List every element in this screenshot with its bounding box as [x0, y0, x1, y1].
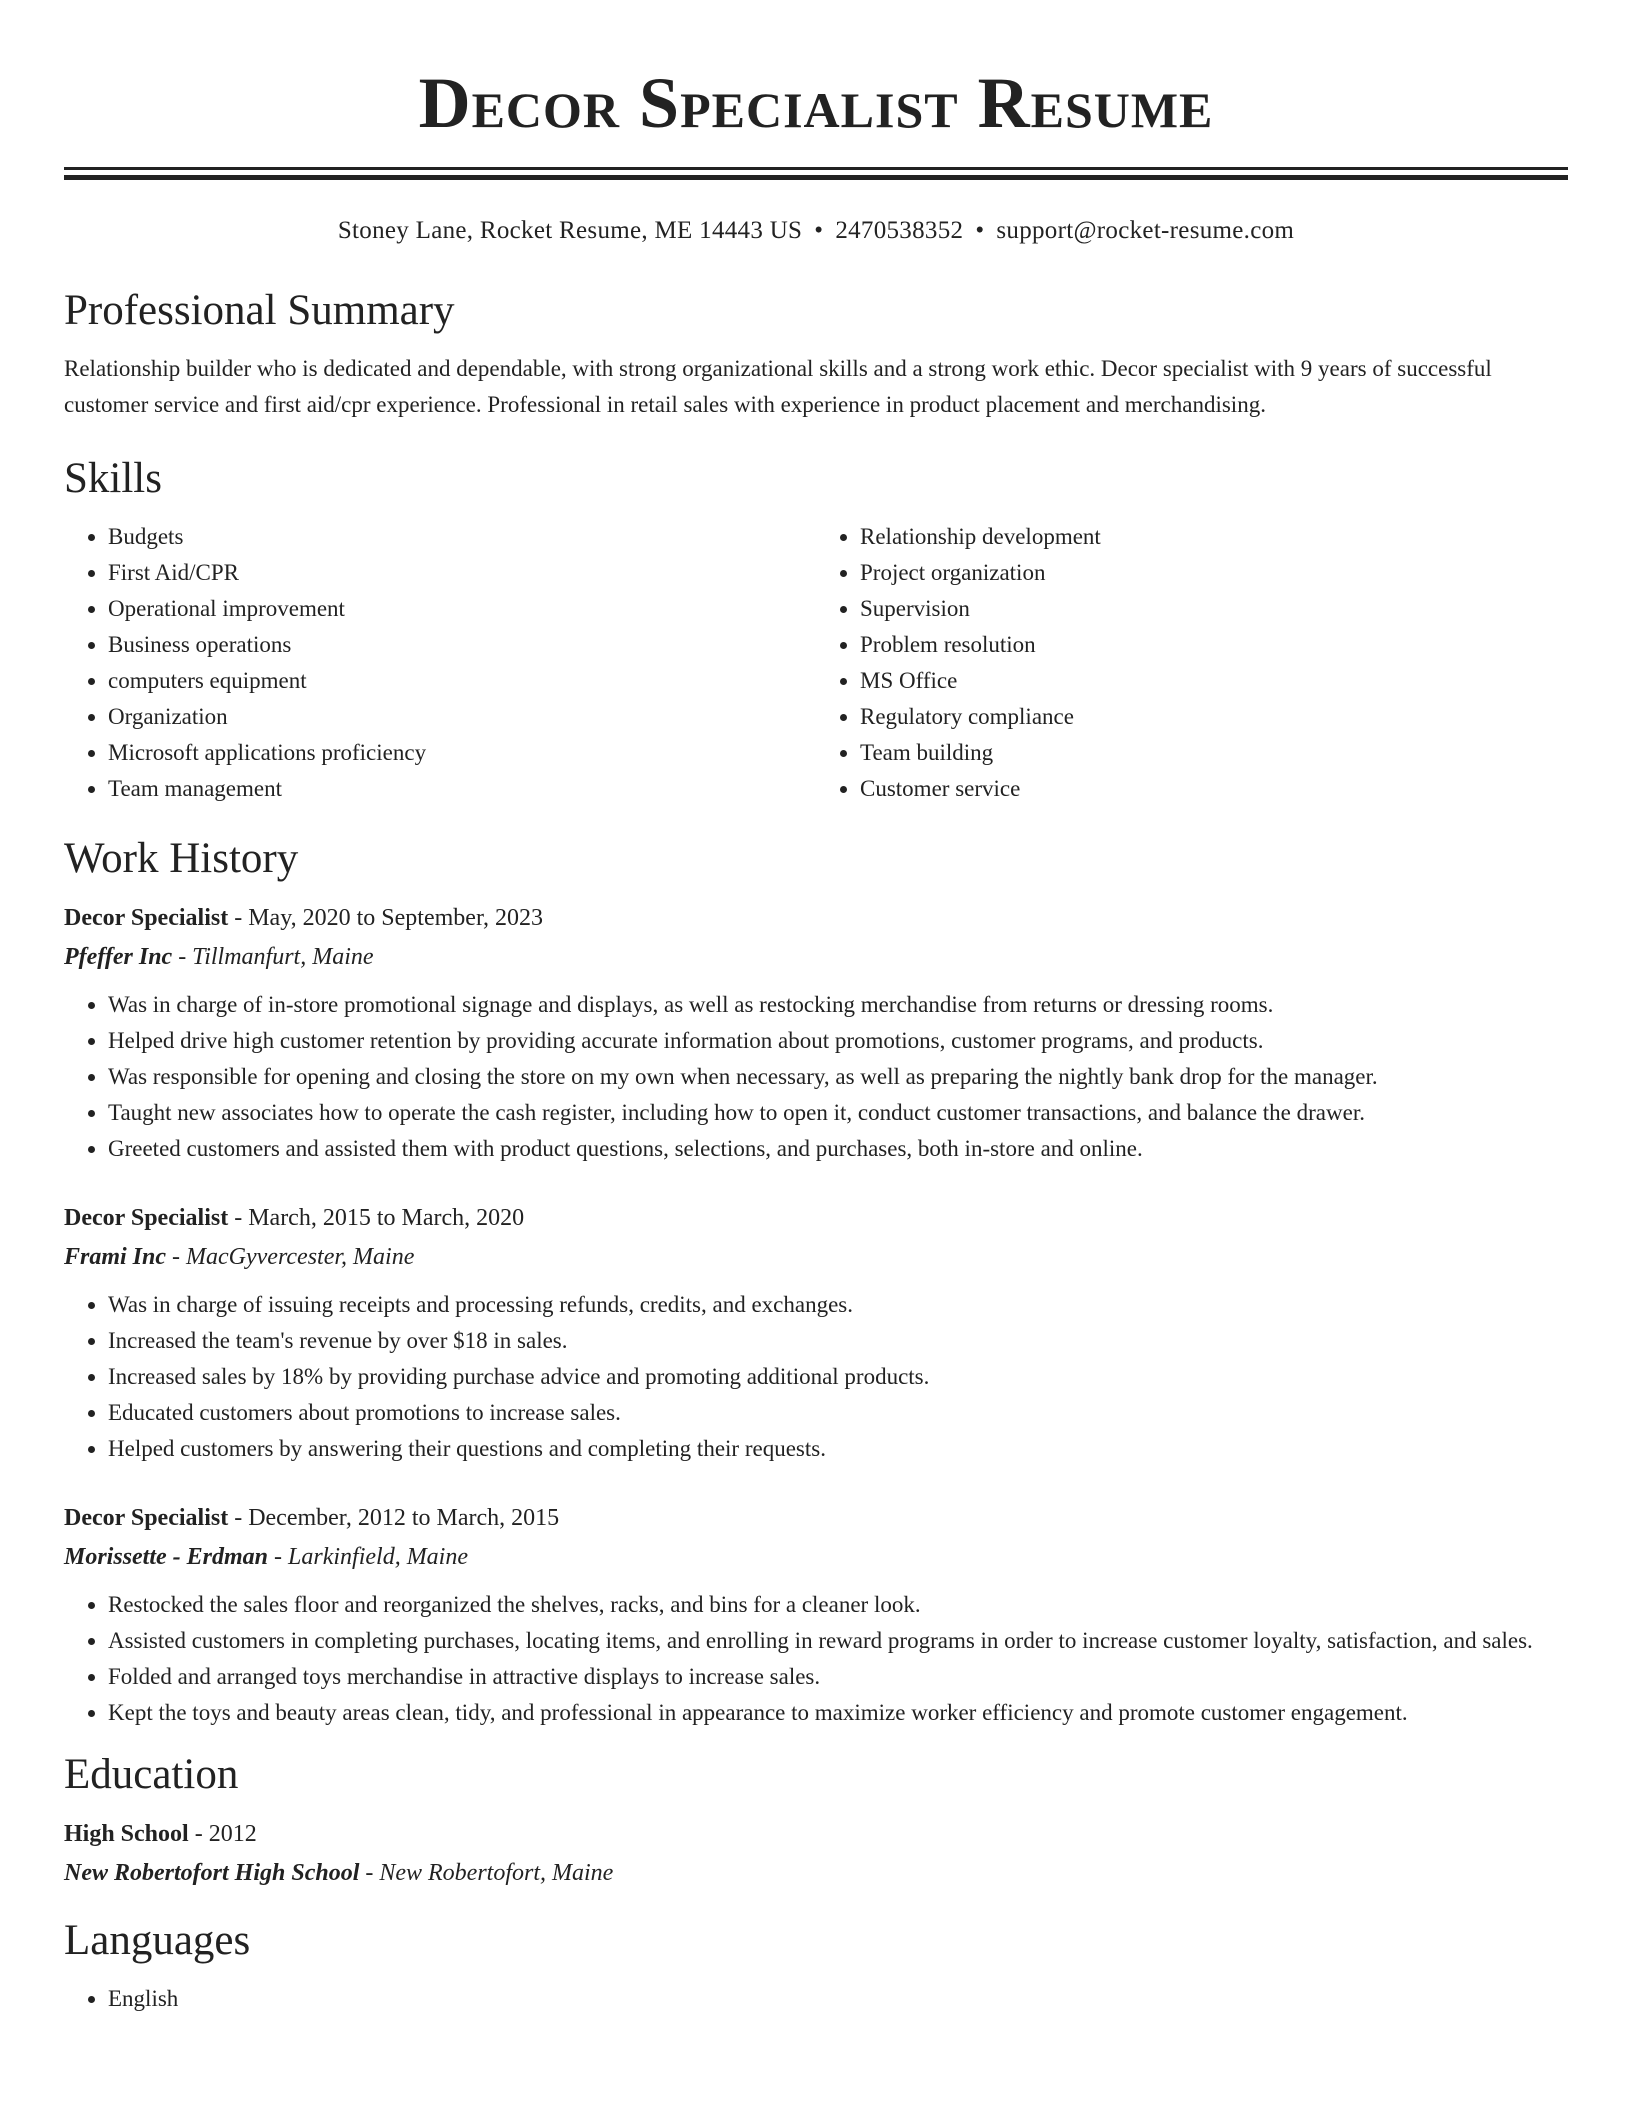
skill-item: • Budgets	[108, 519, 816, 555]
job-company-line	[64, 1237, 1568, 1277]
skills-columns	[64, 519, 1568, 807]
education-school: New Robertofort High School	[64, 1860, 360, 1886]
summary-text: Relationship builder who is dedicated and dependable, with strong organizational skills and a strong work ethic. Decor specialist with 9 years of successful customer service and first aid/cpr experience. Professional in retail sales with experience in product placement and merchandising.	[64, 356, 1492, 417]
languages-heading: Languages	[64, 1917, 251, 1964]
title-rule-bottom	[64, 175, 1568, 180]
job-bullets	[64, 987, 1568, 1167]
skill-item: • Business operations	[108, 627, 816, 663]
skill-item: • Project organization	[860, 555, 1568, 591]
job-location: - MacGyvercester, Maine	[166, 1244, 415, 1270]
job-bullets	[64, 1287, 1568, 1467]
skill-item: • MS Office	[860, 663, 1568, 699]
skill-item: • Problem resolution	[860, 627, 1568, 663]
job-bullet: • Assisted customers in completing purchases, locating items, and enrolling in reward programs in order to increase customer loyalty, satisfaction, and sales.	[108, 1623, 1568, 1659]
work-history-section	[64, 833, 1568, 1731]
job-bullet: • Helped drive high customer retention by providing accurate information about promotions, customer programs, and products.	[108, 1023, 1568, 1059]
job-bullet: • Was in charge of issuing receipts and processing refunds, credits, and exchanges.	[108, 1287, 1568, 1323]
job-title: Decor Specialist	[64, 905, 229, 931]
skills-list-right	[816, 519, 1568, 807]
education-school-line	[64, 1853, 1568, 1893]
resume-title: Decor Specialist Resume	[418, 63, 1214, 143]
summary-heading: Professional Summary	[64, 287, 455, 334]
skill-item: • Microsoft applications proficiency	[108, 735, 816, 771]
skill-item: • First Aid/CPR	[108, 555, 816, 591]
skill-item: • Team management	[108, 771, 816, 807]
job-title: Decor Specialist	[64, 1205, 229, 1231]
education-header	[64, 1815, 1568, 1853]
job-bullet: • Taught new associates how to operate the cash register, including how to open it, conduct customer transactions, and balance the drawer.	[108, 1095, 1568, 1131]
languages-list	[64, 1981, 1568, 2017]
job-dates: - May, 2020 to September, 2023	[228, 905, 543, 931]
job-company: Frami Inc	[64, 1244, 167, 1270]
skill-item: • Organization	[108, 699, 816, 735]
job-company: Pfeffer Inc	[64, 944, 173, 970]
skill-item: • Operational improvement	[108, 591, 816, 627]
job-location: - Larkinfield, Maine	[268, 1544, 468, 1570]
contact-separator: •	[975, 217, 985, 244]
contact-separator: •	[814, 217, 824, 244]
contact-email[interactable]: support@rocket-resume.com	[996, 217, 1295, 244]
title-rule-top	[64, 167, 1568, 170]
job-entry	[64, 1199, 1568, 1467]
job-company: Morissette - Erdman	[64, 1544, 269, 1570]
job-bullet: • Restocked the sales floor and reorganized the shelves, racks, and bins for a cleaner look.	[108, 1587, 1568, 1623]
job-bullet: • Was responsible for opening and closing the store on my own when necessary, as well as preparing the nightly bank drop for the manager.	[108, 1059, 1568, 1095]
job-entry	[64, 899, 1568, 1167]
job-bullets	[64, 1587, 1568, 1731]
job-header	[64, 1499, 1568, 1537]
work-history-heading: Work History	[64, 835, 299, 882]
contact-address: Stoney Lane, Rocket Resume, ME 14443 US	[337, 217, 803, 244]
job-entry	[64, 1499, 1568, 1731]
job-bullet: • Helped customers by answering their questions and completing their requests.	[108, 1431, 1568, 1467]
education-year: - 2012	[188, 1821, 257, 1847]
job-dates: - March, 2015 to March, 2020	[228, 1205, 525, 1231]
job-bullet: • Greeted customers and assisted them with product questions, selections, and purchases, both in-store and online.	[108, 1131, 1568, 1167]
skill-item: • Team building	[860, 735, 1568, 771]
contact-line	[64, 213, 1568, 249]
job-dates: - December, 2012 to March, 2015	[228, 1505, 560, 1531]
job-company-line	[64, 937, 1568, 977]
job-bullet: • Was in charge of in-store promotional signage and displays, as well as restocking merchandise from returns or dressing rooms.	[108, 987, 1568, 1023]
skill-item: • Regulatory compliance	[860, 699, 1568, 735]
skill-item: • Relationship development	[860, 519, 1568, 555]
job-bullet: • Educated customers about promotions to increase sales.	[108, 1395, 1568, 1431]
skill-item: • Supervision	[860, 591, 1568, 627]
language-item: • English	[108, 1981, 1568, 2017]
job-header	[64, 899, 1568, 937]
skill-item: • Customer service	[860, 771, 1568, 807]
job-title: Decor Specialist	[64, 1505, 229, 1531]
education-degree: High School	[64, 1821, 189, 1847]
job-location: - Tillmanfurt, Maine	[172, 944, 374, 970]
job-bullet: • Increased sales by 18% by providing purchase advice and promoting additional products.	[108, 1359, 1568, 1395]
job-bullet: • Folded and arranged toys merchandise in attractive displays to increase sales.	[108, 1659, 1568, 1695]
contact-phone: 2470538352	[835, 217, 964, 244]
job-bullet: • Increased the team's revenue by over $18 in sales.	[108, 1323, 1568, 1359]
job-header	[64, 1199, 1568, 1237]
education-heading: Education	[64, 1751, 239, 1798]
education-section	[64, 1749, 1568, 1893]
skills-list-left	[64, 519, 816, 807]
languages-section	[64, 1915, 1568, 2017]
skills-heading: Skills	[64, 455, 162, 502]
job-bullet: • Kept the toys and beauty areas clean, tidy, and professional in appearance to maximize worker efficiency and promote customer engagement.	[108, 1695, 1568, 1731]
skill-item: • computers equipment	[108, 663, 816, 699]
job-company-line	[64, 1537, 1568, 1577]
professional-summary-section	[64, 285, 1568, 423]
resume-content	[64, 285, 1568, 2017]
education-location: - New Robertofort, Maine	[359, 1860, 614, 1886]
skills-section	[64, 453, 1568, 807]
